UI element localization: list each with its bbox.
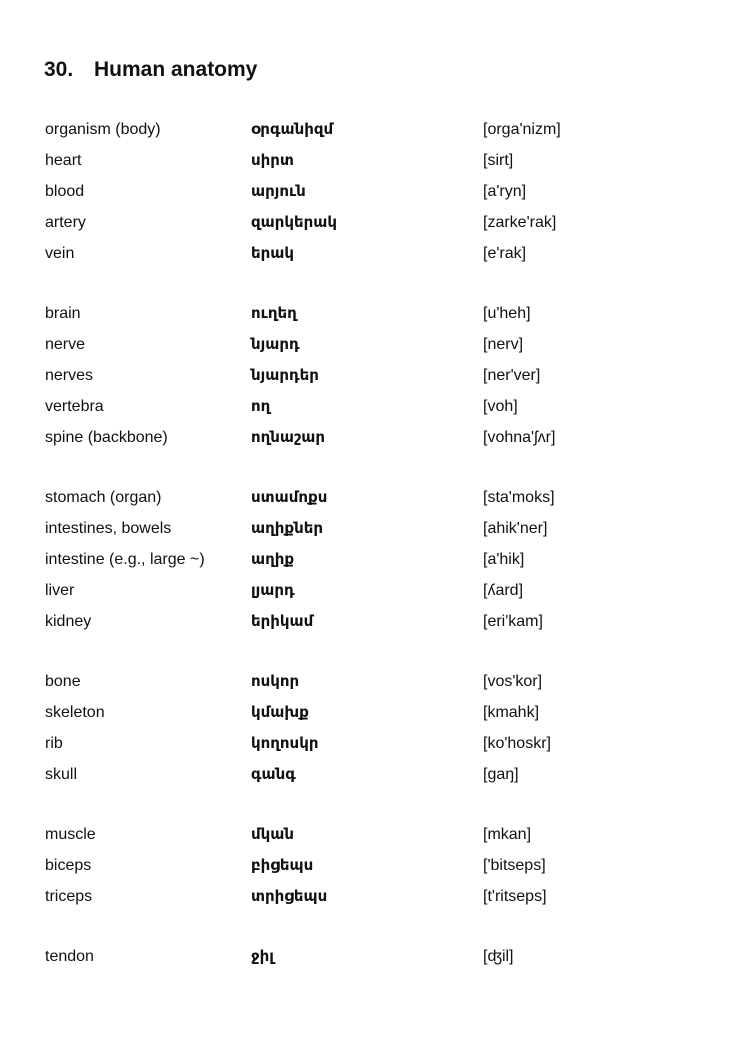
vocabulary-group [0,298,735,453]
english-term: stomach (organ) [45,489,162,506]
english-term: liver [45,582,75,599]
english-term: spine (backbone) [45,429,168,446]
english-term: artery [45,214,86,231]
armenian-term: լյարդ [251,581,295,599]
vocabulary-row [0,207,735,238]
transcription: [eri'kam] [483,613,543,630]
vocabulary-list [0,114,735,1001]
vocabulary-row [0,759,735,790]
section-title: Human anatomy [94,58,258,81]
english-term: blood [45,183,85,200]
english-term: bone [45,673,81,690]
transcription: [ʤil] [483,948,514,965]
armenian-term: մկան [251,825,294,843]
vocabulary-row [0,575,735,606]
armenian-term: ջիլ [251,947,274,965]
english-term: kidney [45,613,92,630]
transcription: [gaŋ] [483,766,519,783]
transcription: [a'ryn] [483,183,527,200]
transcription: [t'ritseps] [483,888,547,905]
armenian-term: բիցեպս [251,856,314,874]
vocabulary-group [0,941,735,972]
transcription: [a'hik] [483,551,525,568]
armenian-term: կողոսկր [251,734,319,752]
english-term: brain [45,305,81,322]
transcription: [ʎard] [483,582,524,599]
armenian-term: սիրտ [251,151,294,169]
vocabulary-row [0,422,735,453]
armenian-term: նյարդեր [251,366,319,384]
vocabulary-row [0,544,735,575]
armenian-term: ոսկոր [251,672,300,690]
page-title [44,58,257,82]
transcription: [orga'nizm] [483,121,561,138]
english-term: rib [45,735,63,752]
vocabulary-row [0,728,735,759]
armenian-term: նյարդ [251,335,300,353]
vocabulary-row [0,666,735,697]
armenian-term: ողնաշար [251,428,326,446]
transcription: [sta'moks] [483,489,555,506]
english-term: muscle [45,826,96,843]
vocabulary-group [0,819,735,912]
vocabulary-row [0,329,735,360]
english-term: intestine (e.g., large ~) [45,551,205,568]
transcription: [ko'hoskr] [483,735,551,752]
english-term: biceps [45,857,92,874]
english-term: heart [45,152,82,169]
transcription: [voh] [483,398,518,415]
armenian-term: զարկերակ [251,213,337,231]
english-term: vertebra [45,398,104,415]
vocabulary-row [0,298,735,329]
vocabulary-row [0,145,735,176]
armenian-term: կմախք [251,703,309,721]
vocabulary-group [0,482,735,637]
english-term: organism (body) [45,121,161,138]
transcription: ['bitseps] [483,857,546,874]
armenian-term: ուղեղ [251,304,297,322]
armenian-term: երակ [251,244,294,262]
section-number: 30. [44,58,74,81]
vocabulary-row [0,850,735,881]
transcription: [mkan] [483,826,532,843]
vocabulary-group [0,666,735,790]
english-term: vein [45,245,75,262]
vocabulary-row [0,513,735,544]
transcription: [vos'kor] [483,673,543,690]
transcription: [kmahk] [483,704,540,721]
transcription: [ner'ver] [483,367,541,384]
english-term: intestines, bowels [45,520,172,537]
english-term: nerves [45,367,94,384]
armenian-term: արյուն [251,182,306,200]
transcription: [nerv] [483,336,524,353]
english-term: skull [45,766,78,783]
vocabulary-row [0,819,735,850]
vocabulary-group [0,114,735,269]
transcription: [e'rak] [483,245,527,262]
english-term: tendon [45,948,94,965]
armenian-term: աղիքներ [251,519,323,537]
armenian-term: աղիք [251,550,295,568]
english-term: nerve [45,336,86,353]
english-term: triceps [45,888,93,905]
vocabulary-row [0,482,735,513]
armenian-term: ստամոքս [251,488,328,506]
english-term: skeleton [45,704,105,721]
vocabulary-row [0,114,735,145]
transcription: [zarke'rak] [483,214,557,231]
transcription: [sirt] [483,152,514,169]
vocabulary-row [0,176,735,207]
vocabulary-row [0,391,735,422]
vocabulary-row [0,360,735,391]
transcription: [u'heh] [483,305,531,322]
armenian-term: գանգ [251,765,296,783]
vocabulary-row [0,697,735,728]
armenian-term: երիկամ [251,612,314,630]
transcription: [vohna'ʃʌr] [483,429,556,446]
vocabulary-row [0,238,735,269]
vocabulary-row [0,941,735,972]
armenian-term: օրգանիզմ [251,120,334,138]
armenian-term: ող [251,397,271,415]
vocabulary-row [0,881,735,912]
transcription: [ahik'ner] [483,520,548,537]
armenian-term: տրիցեպս [251,887,328,905]
vocabulary-row [0,606,735,637]
